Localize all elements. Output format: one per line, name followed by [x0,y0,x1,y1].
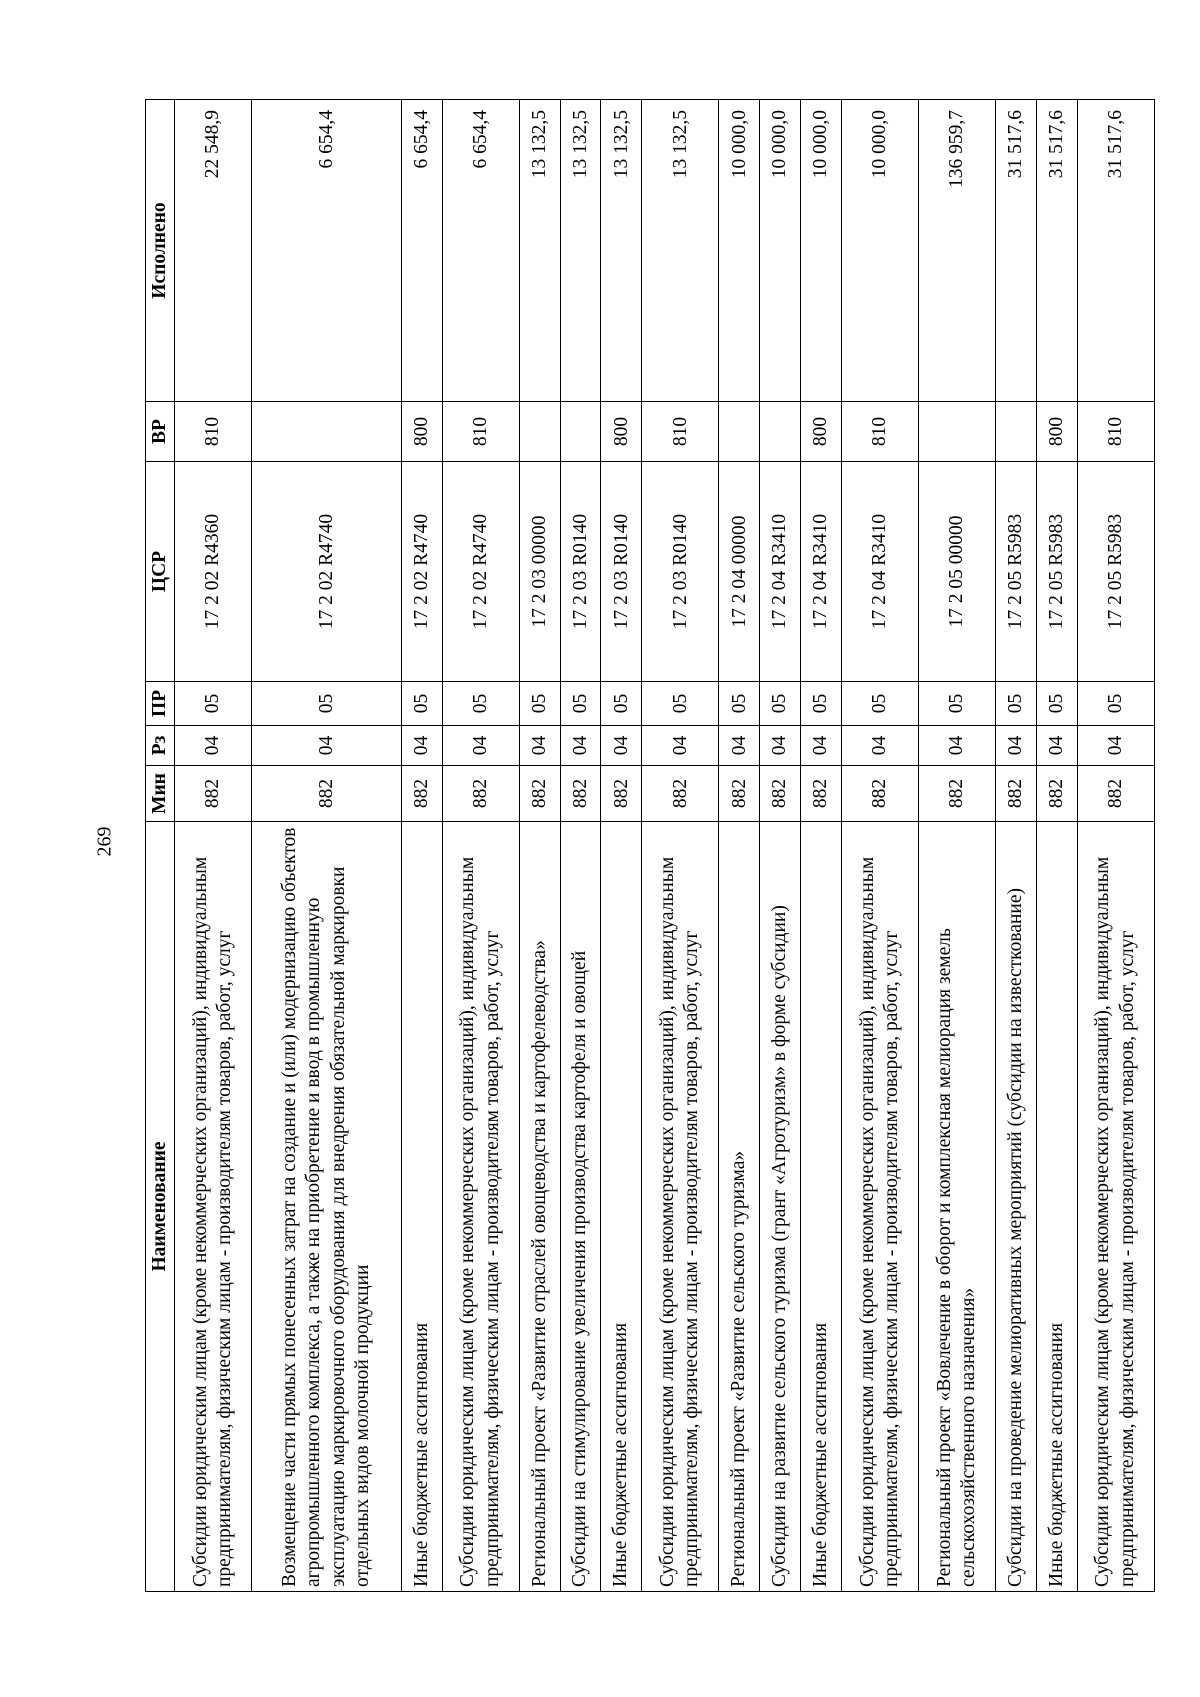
cell-min: 882 [996,766,1037,822]
cell-isp: 31 517,6 [1036,100,1077,402]
header-min: Мин [146,766,175,822]
cell-isp: 13 132,5 [601,100,642,402]
cell-name: Иные бюджетные ассигнования [1036,822,1077,1592]
cell-min: 882 [175,766,252,822]
cell-isp: 136 959,7 [918,100,995,402]
cell-vr [996,402,1037,462]
cell-name: Региональный проект «Развитие отраслей овощеводства и картофелеводства» [519,822,560,1592]
cell-rz: 04 [996,726,1037,766]
cell-isp: 13 132,5 [519,100,560,402]
cell-isp: 13 132,5 [642,100,719,402]
cell-csr: 17 2 02 R4360 [175,462,252,682]
cell-pr: 05 [252,682,402,726]
cell-csr: 17 2 04 00000 [719,462,760,682]
cell-rz: 04 [175,726,252,766]
cell-vr: 800 [601,402,642,462]
cell-csr: 17 2 05 00000 [918,462,995,682]
cell-pr: 05 [841,682,918,726]
cell-pr: 05 [175,682,252,726]
table-row [401,100,442,1592]
cell-name: Возмещение части прямых понесенных затрат на создание и (или) модернизацию объектов агропромышленного комплекса, а также на приобретение и ввод в промышленную эксплуатацию маркировочного оборудования для внедрения обязательной маркировки отдельных видов молочной продукции [252,822,402,1592]
table-row [996,100,1037,1592]
cell-vr: 810 [175,402,252,462]
table-row [801,100,842,1592]
cell-isp: 10 000,0 [760,100,801,402]
cell-name: Субсидии на стимулирование увеличения производства картофеля и овощей [560,822,601,1592]
cell-min: 882 [252,766,402,822]
cell-pr: 05 [760,682,801,726]
cell-vr [560,402,601,462]
table-body [175,100,1155,1592]
cell-vr: 810 [442,402,519,462]
cell-rz: 04 [719,726,760,766]
cell-min: 882 [401,766,442,822]
cell-min: 882 [519,766,560,822]
cell-pr: 05 [1077,682,1154,726]
header-vr: ВР [146,402,175,462]
cell-name: Субсидии юридическим лицам (кроме некоммерческих организаций), индивидуальным предпринимателям, физическим лицам - производителям товаров, работ, услуг [175,822,252,1592]
header-row [146,100,175,1592]
cell-pr: 05 [996,682,1037,726]
cell-csr: 17 2 03 R0140 [642,462,719,682]
cell-isp: 10 000,0 [841,100,918,402]
cell-rz: 04 [801,726,842,766]
cell-isp: 6 654,4 [442,100,519,402]
cell-csr: 17 2 02 R4740 [252,462,402,682]
cell-pr: 05 [719,682,760,726]
cell-name: Субсидии на проведение мелиоративных мероприятий (субсидии на известкование) [996,822,1037,1592]
cell-vr: 810 [1077,402,1154,462]
cell-name: Субсидии юридическим лицам (кроме некоммерческих организаций), индивидуальным предпринимателям, физическим лицам - производителям товаров, работ, услуг [642,822,719,1592]
table-row [642,100,719,1592]
table-row [918,100,995,1592]
header-csr: ЦСР [146,462,175,682]
header-name: Наименование [146,822,175,1592]
cell-name: Иные бюджетные ассигнования [401,822,442,1592]
cell-rz: 04 [601,726,642,766]
cell-csr: 17 2 03 R0140 [601,462,642,682]
cell-vr [252,402,402,462]
table-row [252,100,402,1592]
cell-vr: 810 [642,402,719,462]
table-row [519,100,560,1592]
cell-csr: 17 2 04 R3410 [841,462,918,682]
table-row [841,100,918,1592]
cell-min: 882 [560,766,601,822]
cell-vr: 800 [1036,402,1077,462]
header-pr: ПР [146,682,175,726]
cell-min: 882 [841,766,918,822]
cell-pr: 05 [918,682,995,726]
cell-rz: 04 [442,726,519,766]
cell-vr [519,402,560,462]
table-row [1036,100,1077,1592]
cell-csr: 17 2 05 R5983 [996,462,1037,682]
cell-name: Субсидии юридическим лицам (кроме некоммерческих организаций), индивидуальным предпринимателям, физическим лицам - производителям товаров, работ, услуг [1077,822,1154,1592]
cell-isp: 10 000,0 [719,100,760,402]
cell-csr: 17 2 05 R5983 [1036,462,1077,682]
cell-pr: 05 [560,682,601,726]
cell-csr: 17 2 02 R4740 [401,462,442,682]
cell-csr: 17 2 04 R3410 [760,462,801,682]
cell-rz: 04 [519,726,560,766]
cell-min: 882 [719,766,760,822]
page-number: 269 [93,826,116,857]
cell-isp: 6 654,4 [252,100,402,402]
cell-isp: 13 132,5 [560,100,601,402]
cell-min: 882 [801,766,842,822]
cell-name: Субсидии на развитие сельского туризма (грант «Агротуризм» в форме субсидии) [760,822,801,1592]
cell-min: 882 [442,766,519,822]
cell-rz: 04 [1036,726,1077,766]
cell-rz: 04 [642,726,719,766]
cell-isp: 22 548,9 [175,100,252,402]
cell-rz: 04 [252,726,402,766]
cell-pr: 05 [442,682,519,726]
header-rz: Рз [146,726,175,766]
cell-vr [719,402,760,462]
table-row [760,100,801,1592]
cell-pr: 05 [601,682,642,726]
cell-pr: 05 [401,682,442,726]
cell-rz: 04 [760,726,801,766]
cell-pr: 05 [801,682,842,726]
cell-min: 882 [1077,766,1154,822]
cell-min: 882 [760,766,801,822]
cell-vr: 800 [801,402,842,462]
cell-name: Иные бюджетные ассигнования [601,822,642,1592]
cell-csr: 17 2 02 R4740 [442,462,519,682]
cell-csr: 17 2 04 R3410 [801,462,842,682]
cell-rz: 04 [401,726,442,766]
cell-pr: 05 [519,682,560,726]
table-header [146,100,175,1592]
table-row [719,100,760,1592]
cell-min: 882 [918,766,995,822]
cell-pr: 05 [1036,682,1077,726]
cell-vr [760,402,801,462]
table-row [442,100,519,1592]
cell-name: Региональный проект «Вовлечение в оборот и комплексная мелиорация земель сельскохозяйственного назначения» [918,822,995,1592]
cell-csr: 17 2 03 R0140 [560,462,601,682]
cell-isp: 10 000,0 [801,100,842,402]
cell-vr [918,402,995,462]
cell-min: 882 [642,766,719,822]
cell-rz: 04 [841,726,918,766]
cell-name: Субсидии юридическим лицам (кроме некоммерческих организаций), индивидуальным предпринимателям, физическим лицам - производителям товаров, работ, услуг [841,822,918,1592]
cell-pr: 05 [642,682,719,726]
cell-name: Субсидии юридическим лицам (кроме некоммерческих организаций), индивидуальным предпринимателям, физическим лицам - производителям товаров, работ, услуг [442,822,519,1592]
cell-rz: 04 [1077,726,1154,766]
table-row [560,100,601,1592]
cell-vr: 810 [841,402,918,462]
cell-name: Региональный проект «Развитие сельского туризма» [719,822,760,1592]
cell-isp: 31 517,6 [1077,100,1154,402]
cell-csr: 17 2 03 00000 [519,462,560,682]
cell-min: 882 [1036,766,1077,822]
cell-isp: 31 517,6 [996,100,1037,402]
cell-rz: 04 [918,726,995,766]
budget-table [145,99,1155,1592]
header-isp: Исполнено [146,100,175,402]
cell-csr: 17 2 05 R5983 [1077,462,1154,682]
table-row [175,100,252,1592]
table-container [145,100,1155,1592]
table-row [601,100,642,1592]
cell-rz: 04 [560,726,601,766]
cell-vr: 800 [401,402,442,462]
cell-min: 882 [601,766,642,822]
cell-name: Иные бюджетные ассигнования [801,822,842,1592]
table-row [1077,100,1154,1592]
cell-isp: 6 654,4 [401,100,442,402]
